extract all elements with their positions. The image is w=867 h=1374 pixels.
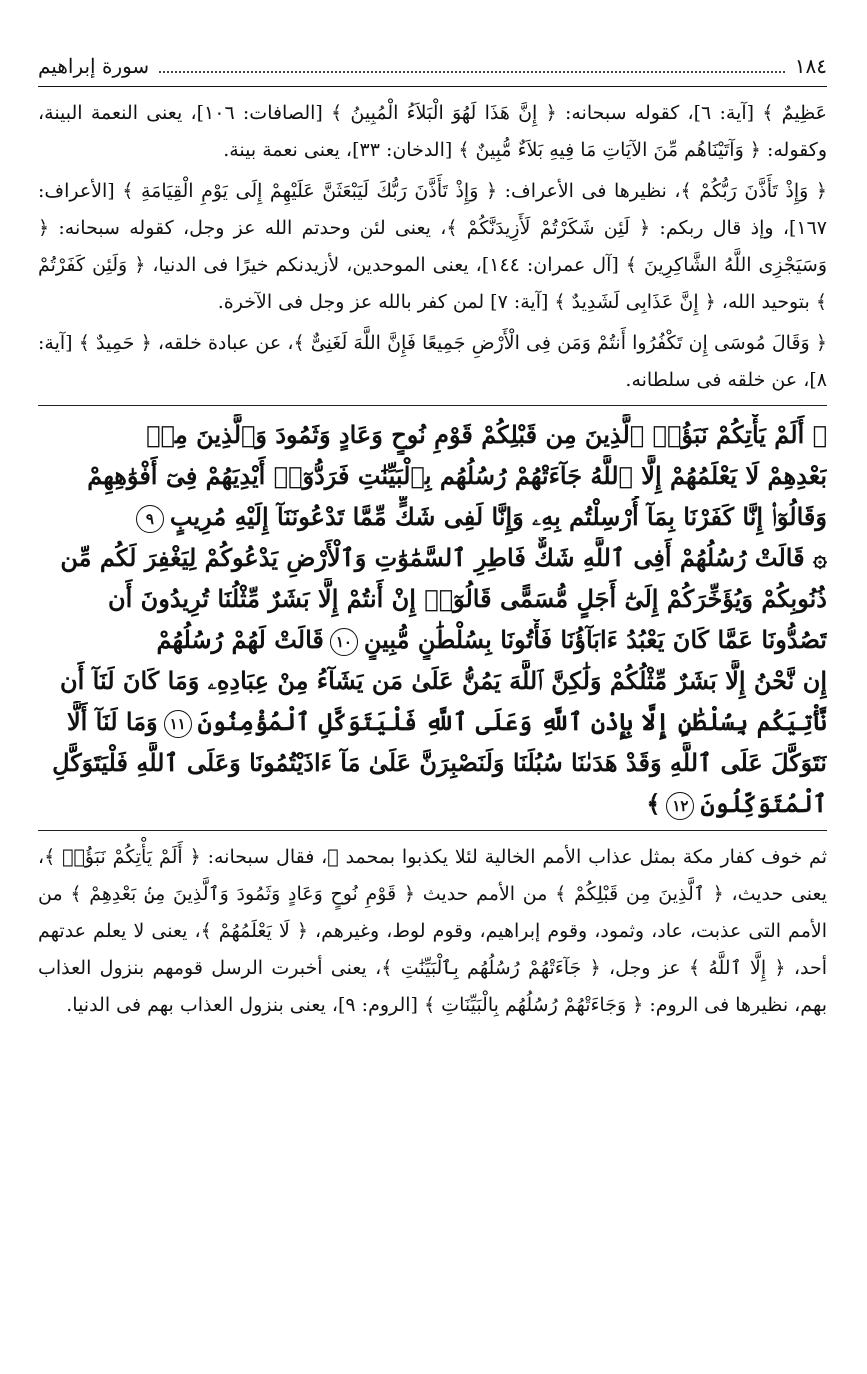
commentary-paragraph: ثم خوف كفار مكة بمثل عذاب الأمم الخالية لئلا يكذبوا بمحمد ﷺ، فقال سبحانه: ﴿ أَلَمْ يَأْتِكُمْ نَبَؤُا۟ ﴾، يعنى حديث، ﴿ ٱلَّذِينَ مِن قَبْلِكُمْ ﴾ من الأمم حديث ﴿ قَوْمِ نُوحٍ وَعَادٍ وَثَمُودَ وَٱلَّذِينَ مِنۢ بَعْدِهِمْ ﴾ من الأمم التى عذبت، عاد، وثمود، وقوم إبراهيم، وقوم لوط، وغيرهم، ﴿ لَا يَعْلَمُهُمْ ﴾، يعنى لا يعلم عدتهم أحد، ﴿ إِلَّا ٱللَّهُ ﴾ عز وجل، ﴿ جَآءَتْهُمْ رُسُلُهُم بِٱلْبَيِّنَٰتِ ﴾، يعنى أخبرت الرسل قومهم بنزول العذاب بهم، نظيرها فى الروم: ﴿ وَجَاءَتْهُمْ رُسُلُهُم بِالْبَيِّنَاتِ ﴾ [الروم: ٩]، يعنى بنزول العذاب بهم فى الدنيا. [38, 846, 827, 1016]
surah-title: سورة إبراهيم [38, 54, 150, 78]
section-divider [38, 405, 827, 406]
ayah-line: تَصُدُّونَا عَمَّا كَانَ يَعْبُدُ ءَابَآؤُنَا فَأْتُونَا بِسُلْطَٰنٍ مُّبِينٍ١٠قَالَتْ لَهُمْ رُسُلُهُمْ [156, 625, 827, 654]
header-dot-leader [159, 71, 785, 73]
page-number: ١٨٤ [794, 54, 827, 78]
verse-number-marker: ١٠ [330, 628, 358, 656]
ayah-line: بَعْدِهِمْ لَا يَعْلَمُهُمْ إِلَّا ٱللَّهُ جَآءَتْهُمْ رُسُلُهُم بِٱلْبَيِّنَٰتِ فَرَدُّوٓا۟ أَيْدِيَهُمْ فِىٓ أَفْوَٰهِهِمْ [87, 461, 827, 490]
ayah-line: ﴿ أَلَمْ يَأْتِكُمْ نَبَؤُا۟ ٱلَّذِينَ مِن قَبْلِكُمْ قَوْمِ نُوحٍ وَعَادٍ وَثَمُودَ وَٱلَّذِينَ مِنۢ [146, 420, 827, 449]
ayah-line: ذُنُوبِكُمْ وَيُؤَخِّرَكُمْ إِلَىٰٓ أَجَلٍ مُّسَمًّى قَالُوٓا۟ إِنْ أَنتُمْ إِلَّا بَشَرٌ مِّثْلُنَا تُرِيدُونَ أَن [107, 584, 827, 613]
verse-number-marker: ١٢ [666, 792, 694, 820]
commentary-paragraph: ﴿ وَإِذْ تَأَذَّنَ رَبُّكُمْ ﴾، نظيرها فى الأعراف: ﴿ وَإِذْ تَأَذَّنَ رَبُّكَ لَيَبْعَثَنَّ عَلَيْهِمْ إِلَى يَوْمِ الْقِيَامَةِ ﴾ [الأعراف: ١٦٧]، وإذ قال ربكم: ﴿ لَئِن شَكَرْتُمْ لَأَزِيدَنَّكُمْ ﴾، يعنى لئن وحدتم الله عز وجل، كقوله سبحانه: ﴿ وَسَيَجْزِى اللَّهُ الشَّاكِرِينَ ﴾ [آل عمران: ١٤٤]، يعنى الموحدين، لأزيدنكم خيرًا فى الدنيا، ﴿ وَلَئِن كَفَرْتُمْ ﴾ بتوحيد الله، ﴿ إِنَّ عَذَابِى لَشَدِيدٌ ﴾ [آية: ٧] لمن كفر بالله عز وجل فى الآخرة. [38, 180, 827, 313]
ayah-line: نَّأْتِيَكُم بِسُلْطَٰنٍ إِلَّا بِإِذْنِ ٱللَّهِ وَعَلَى ٱللَّهِ فَلْيَتَوَكَّلِ ٱلْمُؤْمِنُونَ١١وَمَا لَنَآ أَلَّا [66, 707, 827, 736]
ayah-line: نَتَوَكَّلَ عَلَى ٱللَّهِ وَقَدْ هَدَىٰنَا سُبُلَنَا وَلَنَصْبِرَنَّ عَلَىٰ مَآ ءَاذَيْتُمُونَا وَعَلَى ٱللَّهِ فَلْيَتَوَكَّلِ [52, 748, 827, 777]
quran-verses-block [38, 414, 827, 824]
ayah-line: ٱلْمُتَوَكِّلُونَ١٢﴾ [646, 789, 827, 818]
commentary-paragraph: ﴿ وَقَالَ مُوسَى إِن تَكْفُرُوا أَنتُمْ وَمَن فِى الْأَرْضِ جَمِيعًا فَإِنَّ اللَّهَ لَغَنِىٌّ ﴾، عن عبادة خلقه، ﴿ حَمِيدٌ ﴾ [آية: ٨]، عن خلقه فى سلطانه. [38, 332, 827, 391]
running-header [38, 52, 827, 87]
ayah-line: ۞ قَالَتْ رُسُلُهُمْ أَفِى ٱللَّهِ شَكٌّ فَاطِرِ ٱلسَّمَٰوَٰتِ وَٱلْأَرْضِ يَدْعُوكُمْ لِيَغْفِرَ لَكُم مِّن [60, 543, 827, 572]
ayah-line: إِن نَّحْنُ إِلَّا بَشَرٌ مِّثْلُكُمْ وَلَٰكِنَّ ٱللَّهَ يَمُنُّ عَلَىٰ مَن يَشَآءُ مِنْ عِبَادِهِۦ وَمَا كَانَ لَنَآ أَن [60, 666, 827, 695]
section-divider [38, 830, 827, 831]
commentary-paragraph: عَظِيمٌ ﴾ [آية: ٦]، كقوله سبحانه: ﴿ إِنَّ هَذَا لَهُوَ الْبَلاَءُ الْمُبِينُ ﴾ [الصافات: ١٠٦]، يعنى النعمة البينة، وكقوله: ﴿ وَآتَيْنَاهُم مِّنَ الآيَاتِ مَا فِيهِ بَلاَءٌ مُّبِينٌ ﴾ [الدخان: ٣٣]، يعنى نعمة بينة. [38, 102, 827, 161]
ayah-line: وَقَالُوٓا۟ إِنَّا كَفَرْنَا بِمَآ أُرْسِلْتُم بِهِۦ وَإِنَّا لَفِى شَكٍّ مِّمَّا تَدْعُونَنَآ إِلَيْهِ مُرِيبٍ٩ [38, 496, 827, 537]
verse-number-marker: ٩ [136, 505, 164, 533]
verse-number-marker: ١١ [164, 710, 192, 738]
